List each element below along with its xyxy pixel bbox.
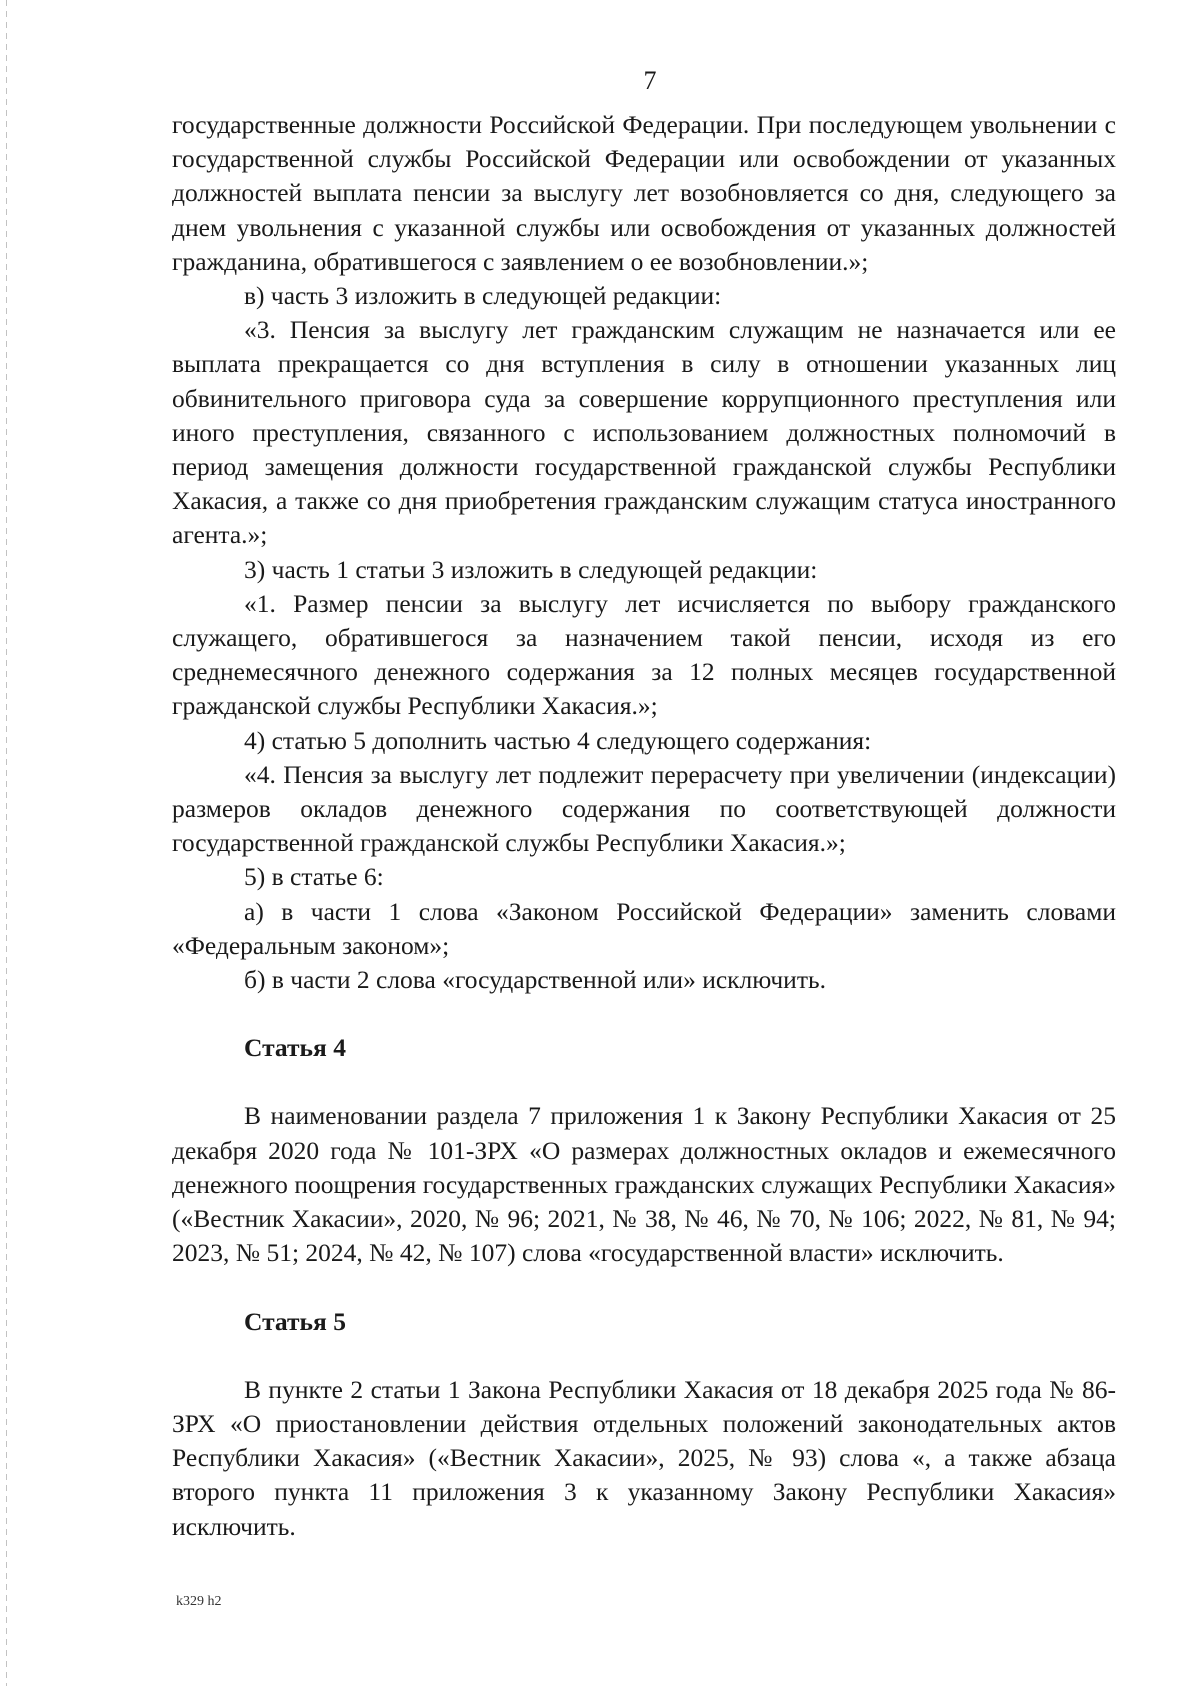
paragraph: б) в части 2 слова «государственной или» исключить. xyxy=(244,965,826,995)
paragraph: а) в части 1 слова «Законом Российской Федерации» заменить словами «Федеральным законом»; xyxy=(172,896,1116,960)
paragraph: 4) статью 5 дополнить частью 4 следующего содержания: xyxy=(244,725,872,755)
scan-edge xyxy=(6,0,7,1686)
paragraph: «4. Пенсия за выслугу лет подлежит перерасчету при увеличении (индексации) размеров окладов денежного содержания по соответствующей должности государственной гражданской службы Республики Хакасия.»; xyxy=(172,759,1116,858)
article-heading: Статья 4 xyxy=(244,1033,346,1063)
paragraph: «3. Пенсия за выслугу лет гражданским служащим не назначается или ее выплата прекращается со дня вступления в силу в отношении указанных лиц обвинительного приговора суда за совершение коррупционного преступления или иного преступления, связанного с использованием должностных полномочий в период замещения должности государственной гражданской службы Республики Хакасия, а также со дня приобретения гражданским служащим статуса иностранного агента.»; xyxy=(172,315,1116,550)
article-text: В наименовании раздела 7 приложения 1 к Закону Республики Хакасия от 25 декабря 2020 года № 101-ЗРХ «О размерах должностных окладов и ежемесячного денежного поощрения государственных гражданских служащих Республики Хакасия» («Вестник Хакасии», 2020, № 96; 2021, № 38, № 46, № 70, № 106; 2022, № 81, № 94; 2023, № 51; 2024, № 42, № 107) слова «государственной власти» исключить. xyxy=(172,1101,1116,1268)
paragraph: 3) часть 1 статьи 3 изложить в следующей редакции: xyxy=(244,554,818,584)
article-heading: Статья 5 xyxy=(244,1306,346,1336)
page-number: 7 xyxy=(643,66,657,95)
paragraph: в) часть 3 изложить в следующей редакции: xyxy=(244,281,722,311)
document-body xyxy=(172,108,1116,1544)
paragraph: государственные должности Российской Федерации. При последующем увольнении с государственной службы Российской Федерации или освобождении от указанных должностей выплата пенсии за выслугу лет возобновляется со дня, следующего за днем увольнения с указанной службы или освобождения от указанных должностей гражданина, обратившегося с заявлением о ее возобновлении.»; xyxy=(172,110,1116,276)
document-code: k329 h2 xyxy=(176,1594,222,1609)
paragraph: 5) в статье 6: xyxy=(244,862,384,892)
paragraph: «1. Размер пенсии за выслугу лет исчисляется по выбору гражданского служащего, обратившегося за назначением такой пенсии, исходя из его среднемесячного денежного содержания за 12 полных месяцев государственной гражданской службы Республики Хакасия.»; xyxy=(172,588,1116,721)
article-text: В пункте 2 статьи 1 Закона Республики Хакасия от 18 декабря 2025 года № 86-ЗРХ «О приостановлении действия отдельных положений законодательных актов Республики Хакасия» («Вестник Хакасии», 2025, № 93) слова «, а также абзаца второго пункта 11 приложения 3 к указанному Закону Республики Хакасия» исключить. xyxy=(172,1374,1116,1541)
